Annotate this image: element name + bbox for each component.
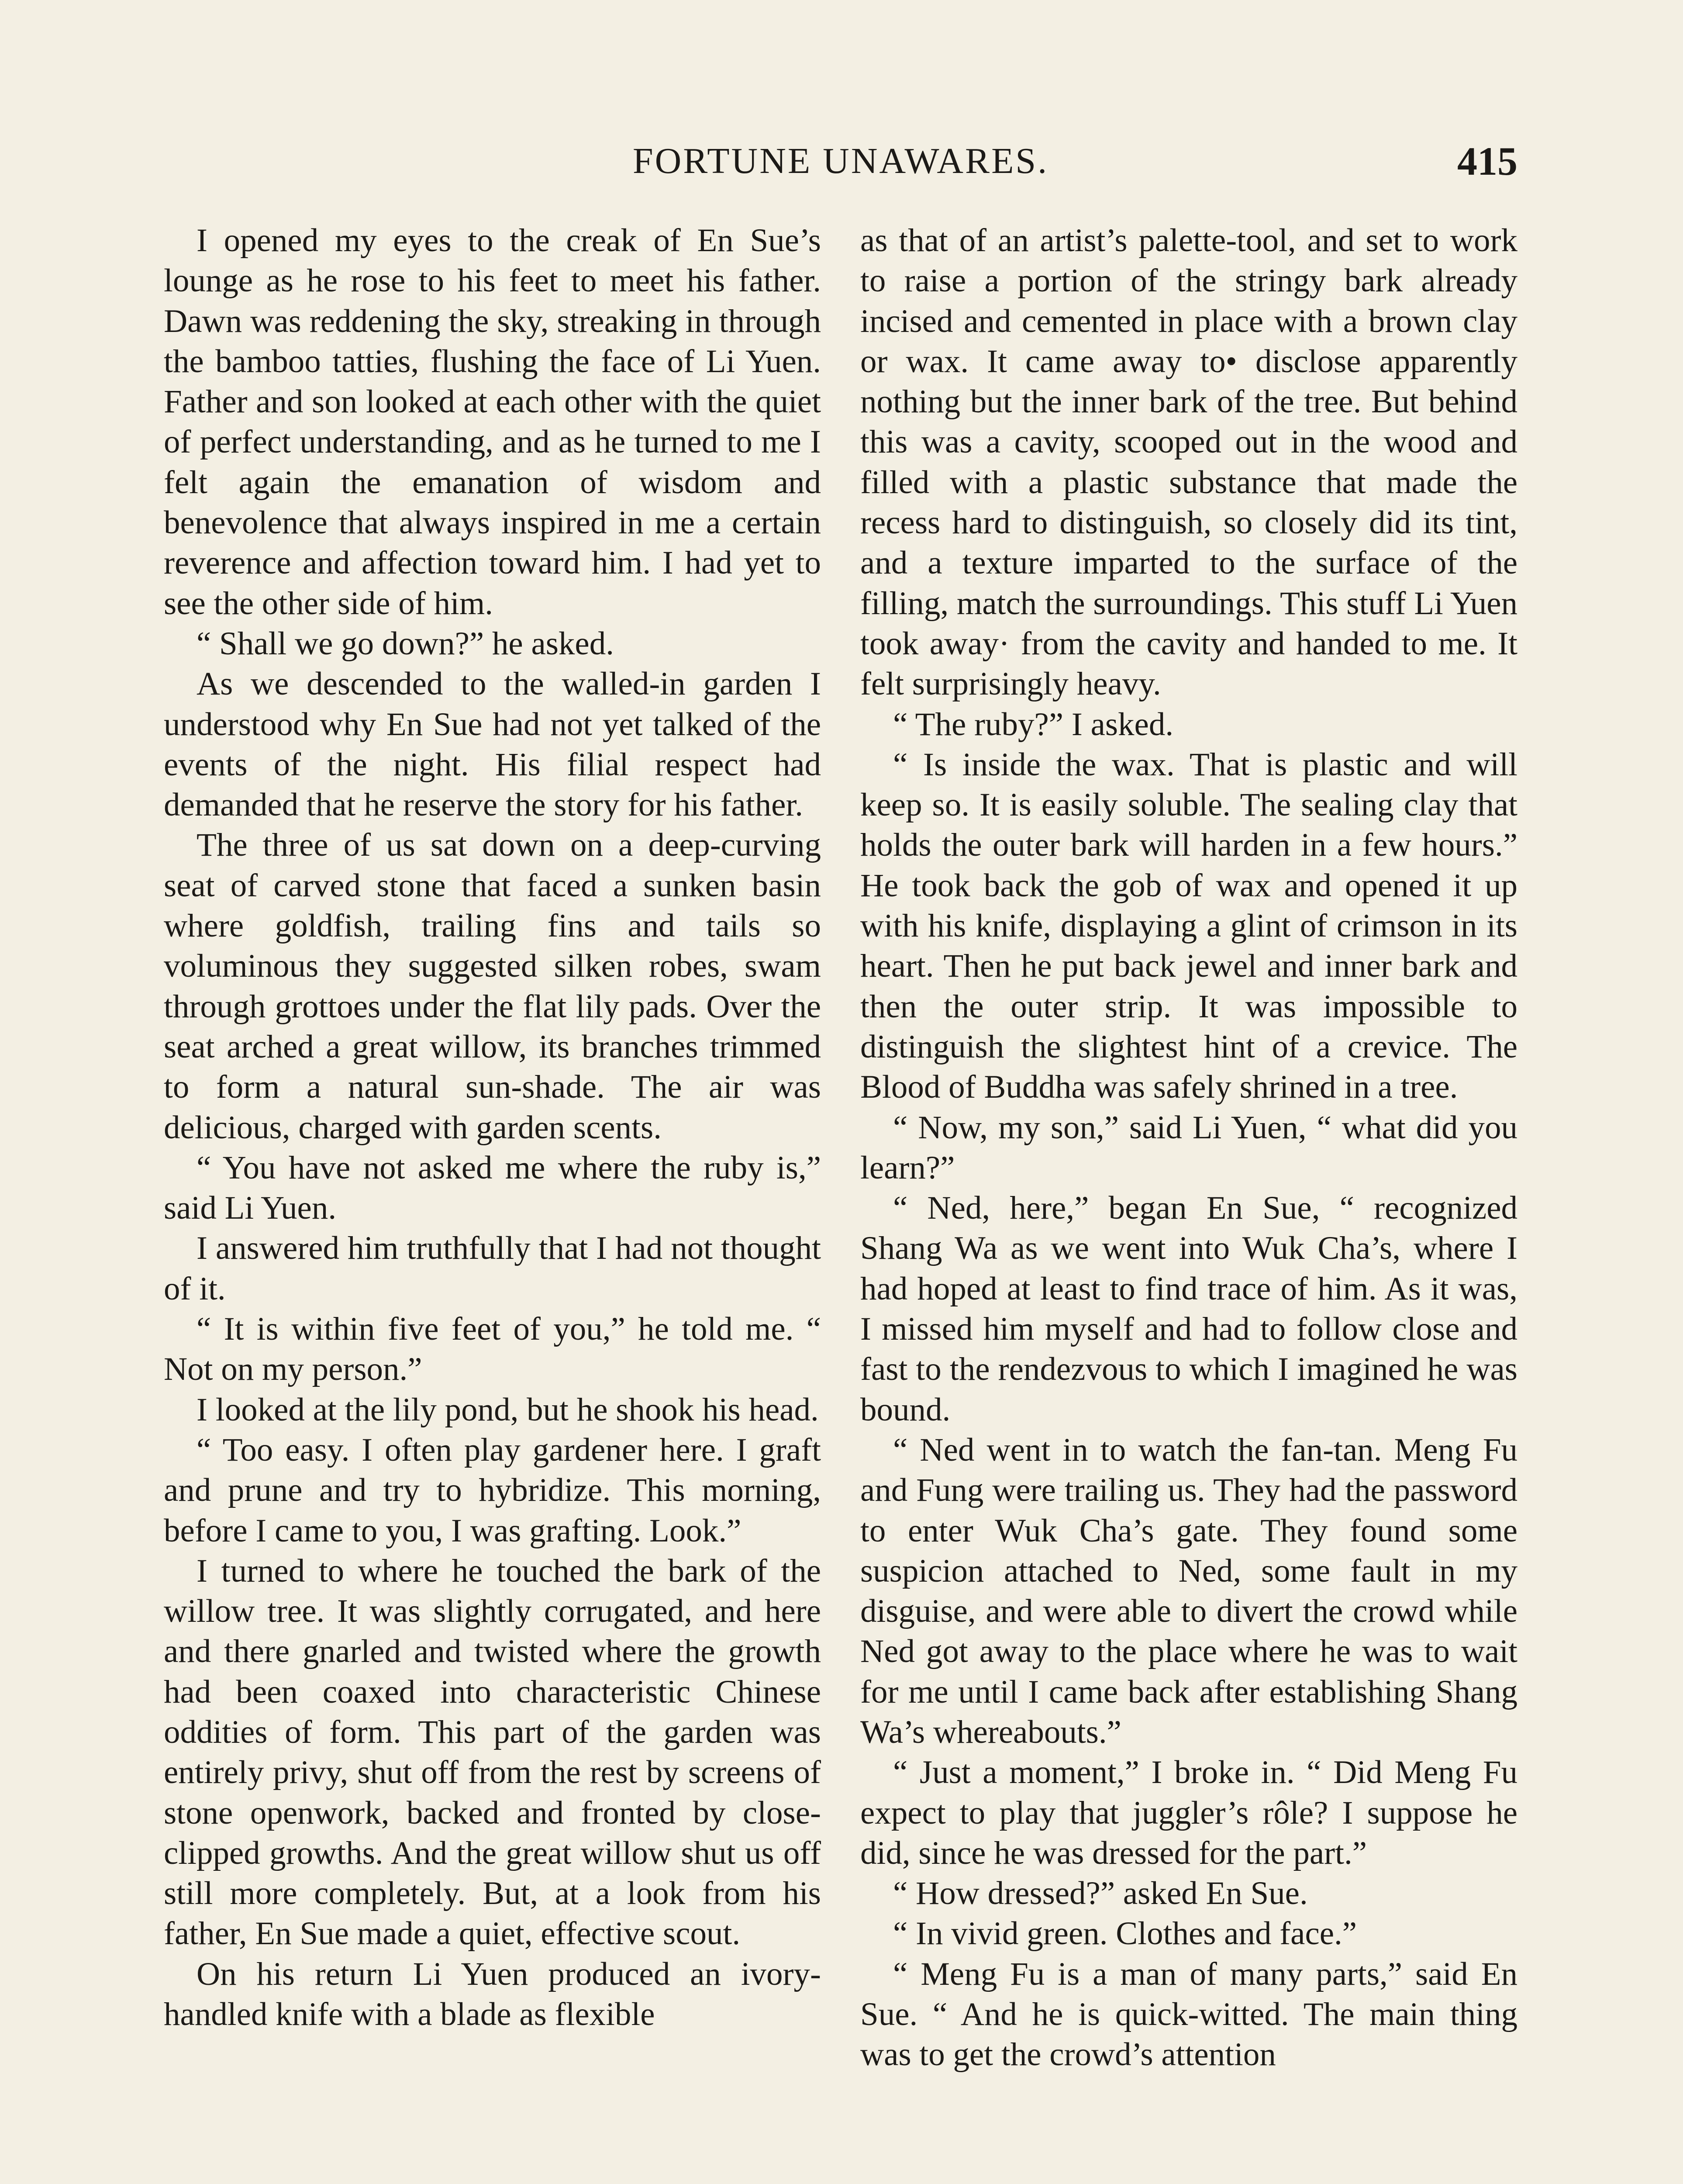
running-head [164, 140, 1517, 197]
paragraph: “ It is within five feet of you,” he told me. “ Not on my person.” [164, 1311, 821, 1388]
paragraph: “ The ruby?” I asked. [893, 706, 1174, 743]
paragraph: The three of us sat down on a deep-curving seat of carved stone that faced a sunken basin where goldfish, trailing fins and tails so voluminous they suggested silken robes, swam through grottoes under the flat lily pads. Over the seat arched a great willow, its branches trimmed to form a natural sun-shade. The air was delicious, charged with garden scents. [164, 827, 821, 1146]
paragraph: On his return Li Yuen produced an ivory-handled knife with a blade as flexible [164, 1956, 821, 2033]
paragraph: As we descended to the walled-in garden I understood why En Sue had not yet talked of the events of the night. His filial respect had demanded that he reserve the story for his father. [164, 666, 821, 823]
paragraph: “ In vivid green. Clothes and face.” [893, 1915, 1357, 1952]
paragraph: “ Is inside the wax. That is plastic and will keep so. It is easily soluble. The sealing clay that holds the outer bark will harden in a few hours.” He took back the gob of wax and opened it up with his knife, displaying a glint of crimson in its heart. Then he put back jewel and inner bark and then the outer strip. It was impossible to distinguish the slightest hint of a crevice. The Blood of Buddha was safely shrined in a tree. [860, 746, 1517, 1106]
paragraph: “ How dressed?” asked En Sue. [893, 1875, 1308, 1912]
paragraph: “ Meng Fu is a man of many parts,” said En Sue. “ And he is quick-witted. The main thing was to get the crowd’s attention [860, 1956, 1517, 2073]
running-title: FORTUNE UNAWARES. [632, 141, 1049, 181]
paragraph: “ Shall we go down?” he asked. [197, 625, 614, 662]
paragraph: I answered him truthfully that I had not thought of it. [164, 1230, 821, 1307]
paragraph: “ Just a moment,” I broke in. “ Did Meng Fu expect to play that juggler’s rôle? I suppose he did, since he was dressed for the part.” [860, 1754, 1517, 1871]
paragraph: “ Now, my son,” said Li Yuen, “ what did you learn?” [860, 1109, 1517, 1186]
paragraph: I looked at the lily pond, but he shook his head. [197, 1391, 819, 1428]
left-text-column [164, 221, 821, 2035]
paragraph: as that of an artist’s palette-tool, and set to work to raise a portion of the stringy bark already incised and cemented in place with a brown clay or wax. It came away to• disclose apparently nothing but the inner bark of the tree. But behind this was a cavity, scooped out in the wood and filled with a plastic substance that made the recess hard to distinguish, so closely did its tint, and a texture imparted to the surface of the filling, match the surroundings. This stuff Li Yuen took away· from the cavity and handed to me. It felt surprisingly heavy. [860, 222, 1517, 702]
paragraph: “ Ned, here,” began En Sue, “ recognized Shang Wa as we went into Wuk Cha’s, where I had hoped at least to find trace of him. As it was, I missed him myself and had to follow close and fast to the rendezvous to which I imagined he was bound. [860, 1190, 1517, 1428]
page-number: 415 [1457, 139, 1517, 183]
paragraph: I turned to where he touched the bark of the willow tree. It was slightly corrugated, and here and there gnarled and twisted where the growth had been coaxed into characteristic Chinese oddities of form. This part of the garden was entirely privy, shut off from the rest by screens of stone openwork, backed and fronted by close-clipped growths. And the great willow shut us off still more completely. But, at a look from his father, En Sue made a quiet, effective scout. [164, 1552, 821, 1952]
paragraph: “ Too easy. I often play gardener here. I graft and prune and try to hybridize. This morning, before I came to you, I was grafting. Look.” [164, 1431, 821, 1549]
right-text-column [860, 221, 1517, 2075]
paragraph: “ Ned went in to watch the fan-tan. Meng Fu and Fung were trailing us. They had the password to enter Wuk Cha’s gate. They found some suspicion attached to Ned, some fault in my disguise, and were able to divert the crowd while Ned got away to the place where he was to wait for me until I came back after establishing Shang Wa’s whereabouts.” [860, 1431, 1517, 1750]
paragraph: I opened my eyes to the creak of En Sue’s lounge as he rose to his feet to meet his father. Dawn was reddening the sky, streaking in through the bamboo tatties, flushing the face of Li Yuen. Father and son looked at each other with the quiet of perfect understanding, and as he turned to me I felt again the emanation of wisdom and benevolence that always inspired in me a certain reverence and affection toward him. I had yet to see the other side of him. [164, 222, 821, 622]
paragraph: “ You have not asked me where the ruby is,” said Li Yuen. [164, 1149, 821, 1227]
